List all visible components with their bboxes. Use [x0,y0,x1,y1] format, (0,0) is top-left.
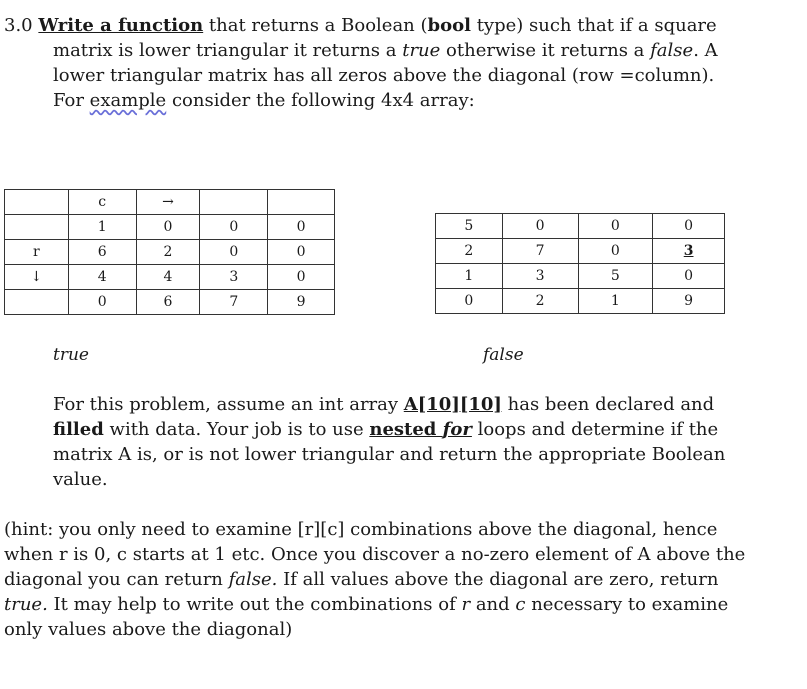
filled-word: filled [53,419,104,440]
matrix-cell [5,215,69,240]
matrix-cell: ↓ [5,265,69,290]
nested-for [369,419,472,440]
nested-word: nested [369,419,443,440]
problem-number: 3.0 [4,15,33,36]
body-text: For this problem, assume an int array [53,394,404,415]
matrix-cell: 0 [136,215,200,240]
body-text: has been declared and [501,394,715,415]
hint-line-3 [4,568,718,592]
matrix-cell: 0 [502,214,578,239]
problem-line-1 [4,14,717,38]
false-word: false. [228,569,278,590]
matrix-cell: → [136,190,200,215]
hint-line-1: (hint: you only need to examine [r][c] combinations above the diagonal, hence [4,519,718,540]
problem-text: . A [693,40,718,61]
body-line-1 [53,393,714,417]
matrix-row [5,240,335,265]
for-word: for [442,419,472,440]
problem-line-4 [53,89,475,113]
matrix-table-false [435,213,725,314]
problem-text: that returns a Boolean ( [208,15,428,36]
matrix-row [5,290,335,315]
matrix-cell: r [5,240,69,265]
matrix-cell: c [68,190,136,215]
matrix-cell [268,190,335,215]
problem-text: type) such that if a square [476,15,717,36]
true-word: true. [4,594,48,615]
matrix-cell: 1 [68,215,136,240]
body-line-3: matrix A is, or is not lower triangular and return the appropriate Boolean [53,444,726,465]
matrix-cell: 3 [653,239,725,264]
hint-text: and [470,594,516,615]
matrix-table-true [4,189,335,315]
matrix-cell: 6 [136,290,200,315]
matrix-cell: 7 [502,239,578,264]
matrix-row [436,264,725,289]
matrix-row [5,215,335,240]
matrix-row [436,289,725,314]
matrix-cell: 3 [502,264,578,289]
c-var: c [515,594,526,615]
problem-text: For [53,90,90,111]
matrix-cell: 0 [268,240,335,265]
matrix-cell: 0 [200,215,268,240]
hint-line-2: when r is 0, c starts at 1 etc. Once you discover a no-zero element of A above the [4,544,746,565]
r-var: r [461,594,471,615]
matrix-cell: 0 [653,264,725,289]
matrix-cell: 5 [578,264,653,289]
matrix-cell [5,190,69,215]
example-word: example [89,90,167,111]
true-word: true [402,40,441,61]
body-text: with data. Your job is to use [103,419,370,440]
problem-title: Write a function [38,15,204,36]
label-false: false [483,345,524,365]
problem-line-2 [53,39,718,63]
array-name: A[10][10] [403,394,502,415]
matrix-cell: 2 [436,239,503,264]
matrix-cell: 5 [436,214,503,239]
matrix-cell: 2 [136,240,200,265]
matrix-cell: 0 [200,240,268,265]
problem-text: otherwise it returns a [440,40,651,61]
matrix-cell: 9 [653,289,725,314]
matrix-cell [5,290,69,315]
body-line-2 [53,418,718,442]
matrix-cell: 1 [436,264,503,289]
matrix-row [436,214,725,239]
matrix-cell: 0 [268,265,335,290]
problem-text: matrix is lower triangular it returns a [53,40,403,61]
matrix-cell: 1 [578,289,653,314]
matrix-cell: 4 [136,265,200,290]
matrix-cell: 2 [502,289,578,314]
matrix-cell: 7 [200,290,268,315]
matrix-cell: 0 [268,215,335,240]
false-word: false [650,40,694,61]
body-line-4: value. [53,469,108,490]
matrix-row [436,239,725,264]
matrix-cell [200,190,268,215]
body-text: loops and determine if the [471,419,719,440]
hint-text: It may help to write out the combinations of [47,594,462,615]
label-true: true [53,345,89,365]
matrix-row [5,190,335,215]
hint-text: diagonal you can return [4,569,229,590]
matrix-cell: 3 [200,265,268,290]
matrix-cell: 0 [68,290,136,315]
problem-line-3: lower triangular matrix has all zeros above the diagonal (row =column). [53,65,715,86]
matrix-cell: 0 [578,239,653,264]
hint-text: If all values above the diagonal are zero, return [277,569,719,590]
matrix-cell: 6 [68,240,136,265]
matrix-cell: 0 [436,289,503,314]
matrix-cell: 0 [653,214,725,239]
matrix-row [5,265,335,290]
hint-line-5: only values above the diagonal) [4,619,293,640]
matrix-cell: 9 [268,290,335,315]
bool-keyword: bool [427,15,471,36]
hint-text: necessary to examine [525,594,729,615]
matrix-cell: 0 [578,214,653,239]
matrix-cell: 4 [68,265,136,290]
hint-line-4 [4,593,728,617]
problem-text: consider the following 4x4 array: [166,90,475,111]
